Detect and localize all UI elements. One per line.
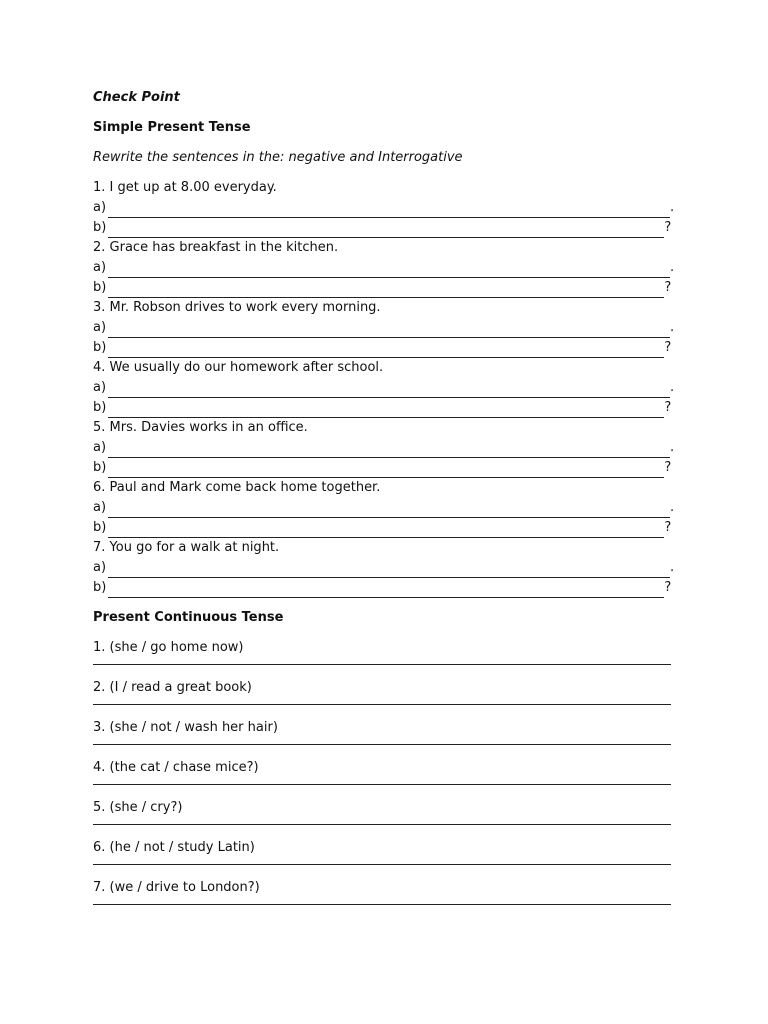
answer-line[interactable]: [93, 198, 673, 218]
answer-end-mark: ?: [664, 220, 672, 235]
writing-line[interactable]: [93, 664, 671, 665]
answer-end-mark: .: [670, 500, 675, 515]
answer-end-mark: .: [670, 260, 675, 275]
continuous-exercise: [93, 878, 673, 905]
answer-line[interactable]: [93, 458, 673, 478]
writing-line[interactable]: [93, 824, 671, 825]
answer-line[interactable]: [93, 338, 673, 358]
answer-blank[interactable]: [108, 383, 670, 398]
answer-label: b): [93, 400, 107, 415]
exercise-sentence: 2. Grace has breakfast in the kitchen.: [93, 240, 339, 255]
answer-blank[interactable]: [108, 323, 670, 338]
exercise-prompt: 2. (I / read a great book): [93, 680, 252, 695]
answer-label: b): [93, 460, 107, 475]
continuous-exercise: [93, 638, 673, 665]
answer-line[interactable]: [93, 578, 673, 598]
answer-blank[interactable]: [108, 263, 670, 278]
writing-line[interactable]: [93, 704, 671, 705]
answer-label: b): [93, 340, 107, 355]
answer-line[interactable]: [93, 278, 673, 298]
answer-line[interactable]: [93, 558, 673, 578]
exercise-prompt: 4. (the cat / chase mice?): [93, 760, 259, 775]
answer-label: b): [93, 580, 107, 595]
exercise-prompt: 6. (he / not / study Latin): [93, 840, 255, 855]
answer-label: a): [93, 440, 107, 455]
answer-blank[interactable]: [108, 223, 664, 238]
answer-blank[interactable]: [108, 523, 664, 538]
answer-end-mark: .: [670, 200, 675, 215]
answer-line[interactable]: [93, 218, 673, 238]
continuous-exercise: [93, 758, 673, 785]
answer-line[interactable]: [93, 318, 673, 338]
answer-blank[interactable]: [108, 343, 664, 358]
answer-label: a): [93, 320, 107, 335]
answer-blank[interactable]: [108, 583, 664, 598]
simple-present-exercises: [93, 178, 673, 598]
answer-end-mark: .: [670, 320, 675, 335]
answer-line[interactable]: [93, 378, 673, 398]
continuous-exercise: [93, 798, 673, 825]
answer-end-mark: ?: [664, 460, 672, 475]
answer-end-mark: ?: [664, 400, 672, 415]
exercise-prompt: 1. (she / go home now): [93, 640, 244, 655]
answer-line[interactable]: [93, 258, 673, 278]
answer-blank[interactable]: [108, 563, 670, 578]
exercise-prompt: 3. (she / not / wash her hair): [93, 720, 278, 735]
answer-blank[interactable]: [108, 463, 664, 478]
answer-blank[interactable]: [108, 503, 670, 518]
continuous-exercise: [93, 838, 673, 865]
answer-end-mark: .: [670, 440, 675, 455]
answer-end-mark: .: [670, 380, 675, 395]
exercise-sentence: 7. You go for a walk at night.: [93, 540, 280, 555]
worksheet: [93, 88, 673, 905]
answer-label: b): [93, 280, 107, 295]
continuous-exercise: [93, 718, 673, 745]
answer-end-mark: ?: [664, 280, 672, 295]
exercise-sentence: 6. Paul and Mark come back home together.: [93, 480, 381, 495]
writing-line[interactable]: [93, 784, 671, 785]
answer-line[interactable]: [93, 498, 673, 518]
answer-blank[interactable]: [108, 403, 664, 418]
answer-label: a): [93, 500, 107, 515]
answer-blank[interactable]: [108, 283, 664, 298]
exercise-sentence: 5. Mrs. Davies works in an office.: [93, 420, 308, 435]
section-title-simple-present: Simple Present Tense: [93, 120, 251, 135]
writing-line[interactable]: [93, 864, 671, 865]
answer-end-mark: ?: [664, 520, 672, 535]
answer-line[interactable]: [93, 518, 673, 538]
present-continuous-exercises: [93, 638, 673, 905]
exercise-sentence: 1. I get up at 8.00 everyday.: [93, 180, 277, 195]
answer-label: a): [93, 560, 107, 575]
section-title-present-continuous: Present Continuous Tense: [93, 610, 284, 625]
answer-line[interactable]: [93, 438, 673, 458]
answer-label: b): [93, 220, 107, 235]
answer-label: a): [93, 380, 107, 395]
answer-end-mark: ?: [664, 580, 672, 595]
answer-line[interactable]: [93, 398, 673, 418]
exercise-prompt: 5. (she / cry?): [93, 800, 183, 815]
answer-end-mark: ?: [664, 340, 672, 355]
instruction-text: Rewrite the sentences in the: negative and Interrogative: [93, 150, 463, 165]
answer-label: a): [93, 260, 107, 275]
writing-line[interactable]: [93, 904, 671, 905]
exercise-prompt: 7. (we / drive to London?): [93, 880, 260, 895]
answer-end-mark: .: [670, 560, 675, 575]
exercise-sentence: 3. Mr. Robson drives to work every morning.: [93, 300, 381, 315]
writing-line[interactable]: [93, 744, 671, 745]
answer-label: a): [93, 200, 107, 215]
page-heading: Check Point: [93, 90, 180, 105]
answer-blank[interactable]: [108, 203, 670, 218]
answer-label: b): [93, 520, 107, 535]
continuous-exercise: [93, 678, 673, 705]
exercise-sentence: 4. We usually do our homework after school.: [93, 360, 384, 375]
answer-blank[interactable]: [108, 443, 670, 458]
